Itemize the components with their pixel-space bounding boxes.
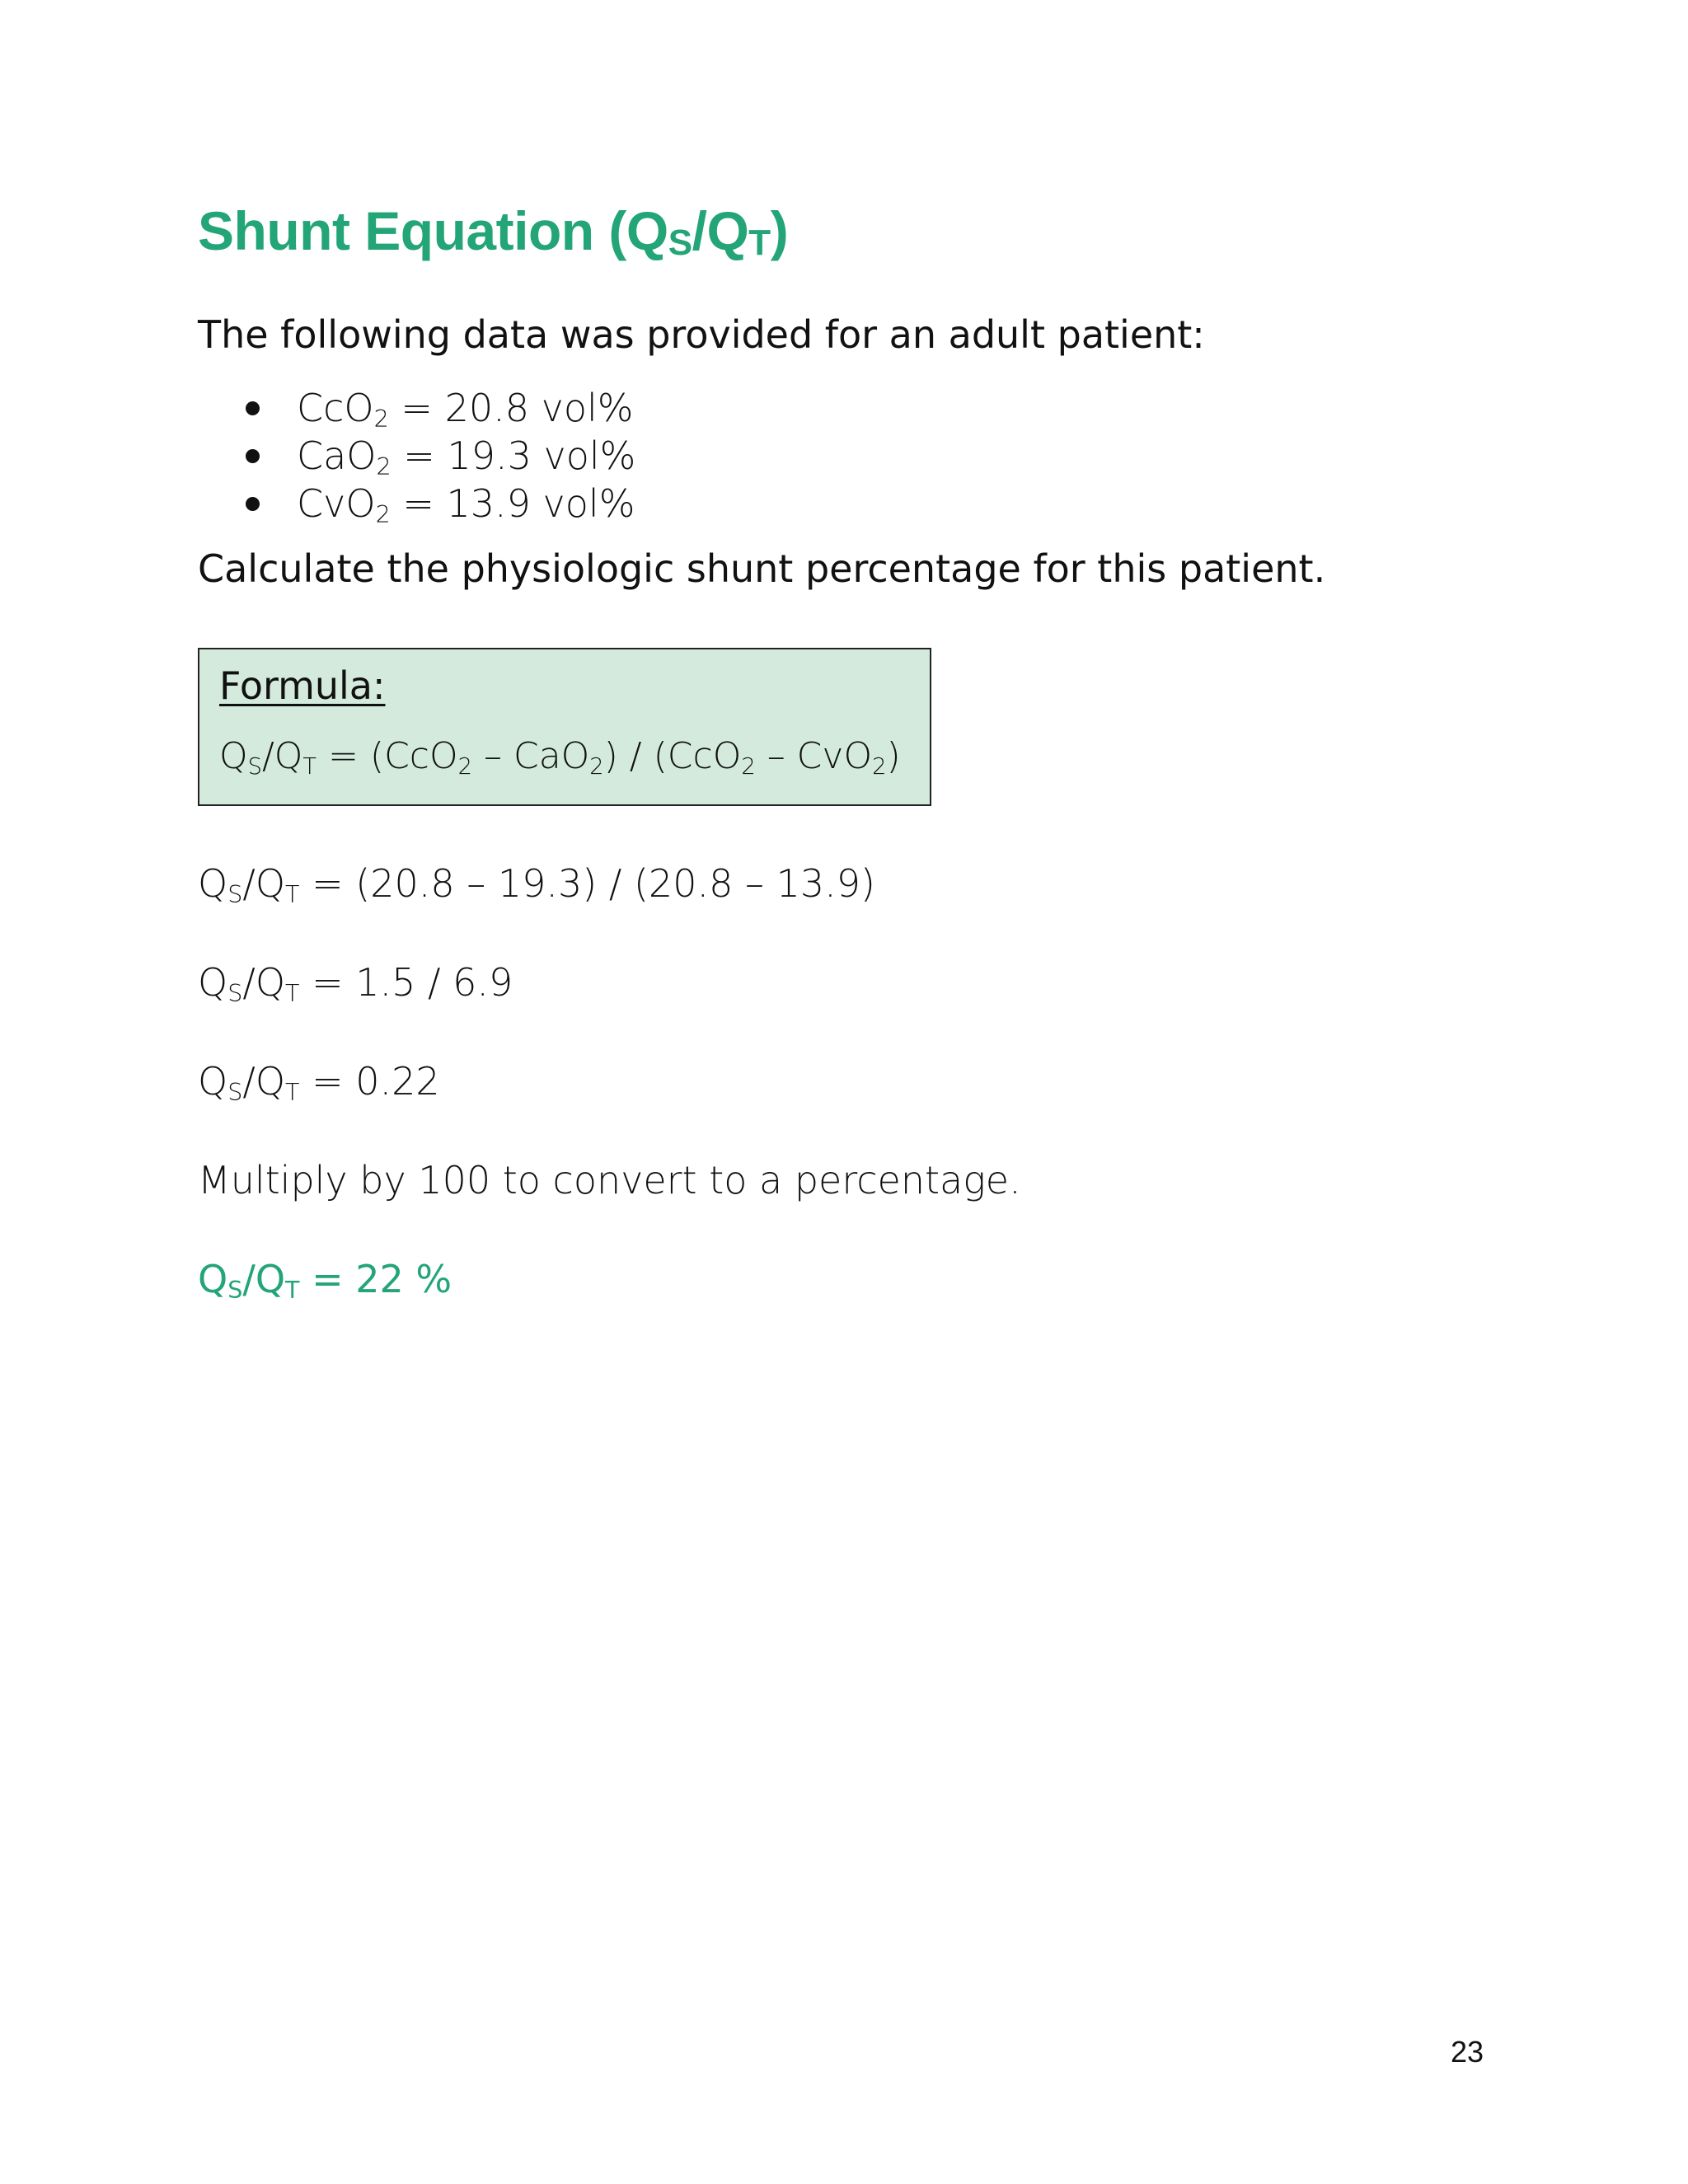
formula-label: Formula: (219, 663, 386, 708)
formula-equation (219, 732, 901, 781)
list-item (198, 432, 635, 480)
formula-subscript: 2 (457, 753, 472, 780)
title-close-paren: ) (770, 200, 789, 261)
data-list (198, 384, 635, 527)
item-value: = 19.3 vol% (391, 434, 636, 478)
step-subscript-t: T (285, 881, 300, 909)
list-item (198, 384, 635, 432)
bullet-icon (246, 449, 260, 463)
intro-text: The following data was provided for an adult patient: (198, 312, 1205, 357)
question-text: Calculate the physiologic shunt percentage for this patient. (198, 546, 1326, 591)
item-label: CaO (297, 434, 377, 478)
formula-subscript: 2 (741, 753, 756, 780)
step-subscript-t: T (285, 1079, 300, 1107)
step-subscript-s: S (227, 980, 243, 1008)
step-q: Q (198, 861, 228, 906)
formula-part: ) (886, 735, 901, 777)
formula-box (198, 648, 931, 806)
item-subscript: 2 (375, 501, 391, 529)
calculation-step-division (198, 958, 513, 1007)
step-expression: = 1.5 / 6.9 (299, 960, 513, 1005)
formula-part: = (CcO (316, 735, 458, 777)
formula-q: Q (219, 735, 248, 777)
calculation-step-decimal (198, 1057, 440, 1106)
list-item (198, 480, 635, 527)
step-subscript-s: S (227, 881, 243, 909)
formula-part: ) / (CcO (603, 735, 742, 777)
step-q: Q (198, 960, 228, 1005)
item-subscript: 2 (376, 453, 392, 481)
step-subscript-s: S (227, 1079, 243, 1107)
formula-subscript-t: T (302, 753, 317, 780)
multiply-note: Multiply by 100 to convert to a percentage. (198, 1158, 1021, 1202)
page-title (198, 194, 788, 267)
step-slash-q: /Q (242, 861, 286, 906)
formula-part: – CaO (472, 735, 590, 777)
title-subscript-t: T (748, 223, 771, 263)
page-number: 23 (1450, 2035, 1484, 2069)
step-expression: = (20.8 – 19.3) / (20.8 – 13.9) (299, 861, 875, 906)
formula-subscript: 2 (872, 753, 887, 780)
result-slash-q: /Q (242, 1257, 286, 1301)
step-q: Q (198, 1059, 228, 1104)
title-slash-q: /Q (692, 200, 749, 261)
step-expression: = 0.22 (299, 1059, 440, 1104)
item-label: CvO (297, 481, 376, 526)
result-subscript-s: S (227, 1277, 243, 1305)
formula-part: – CvO (755, 735, 873, 777)
title-subscript-s: S (668, 223, 692, 263)
bullet-icon (246, 401, 260, 415)
calculation-step-substitution (198, 859, 875, 908)
item-value: = 20.8 vol% (388, 386, 634, 430)
item-value: = 13.9 vol% (390, 481, 635, 526)
result-value: = 22 % (299, 1257, 452, 1301)
step-subscript-t: T (285, 980, 300, 1008)
formula-subscript: 2 (589, 753, 604, 780)
title-main: Shunt Equation (Q (198, 200, 668, 261)
step-slash-q: /Q (242, 960, 286, 1005)
formula-slash-q: /Q (261, 735, 303, 777)
result-q: Q (198, 1257, 228, 1301)
item-label: CcO (297, 386, 374, 430)
formula-subscript-s: S (247, 753, 262, 780)
result-subscript-t: T (285, 1277, 300, 1305)
final-answer (198, 1254, 452, 1304)
bullet-icon (246, 497, 260, 511)
step-slash-q: /Q (242, 1059, 286, 1104)
item-subscript: 2 (373, 405, 389, 434)
